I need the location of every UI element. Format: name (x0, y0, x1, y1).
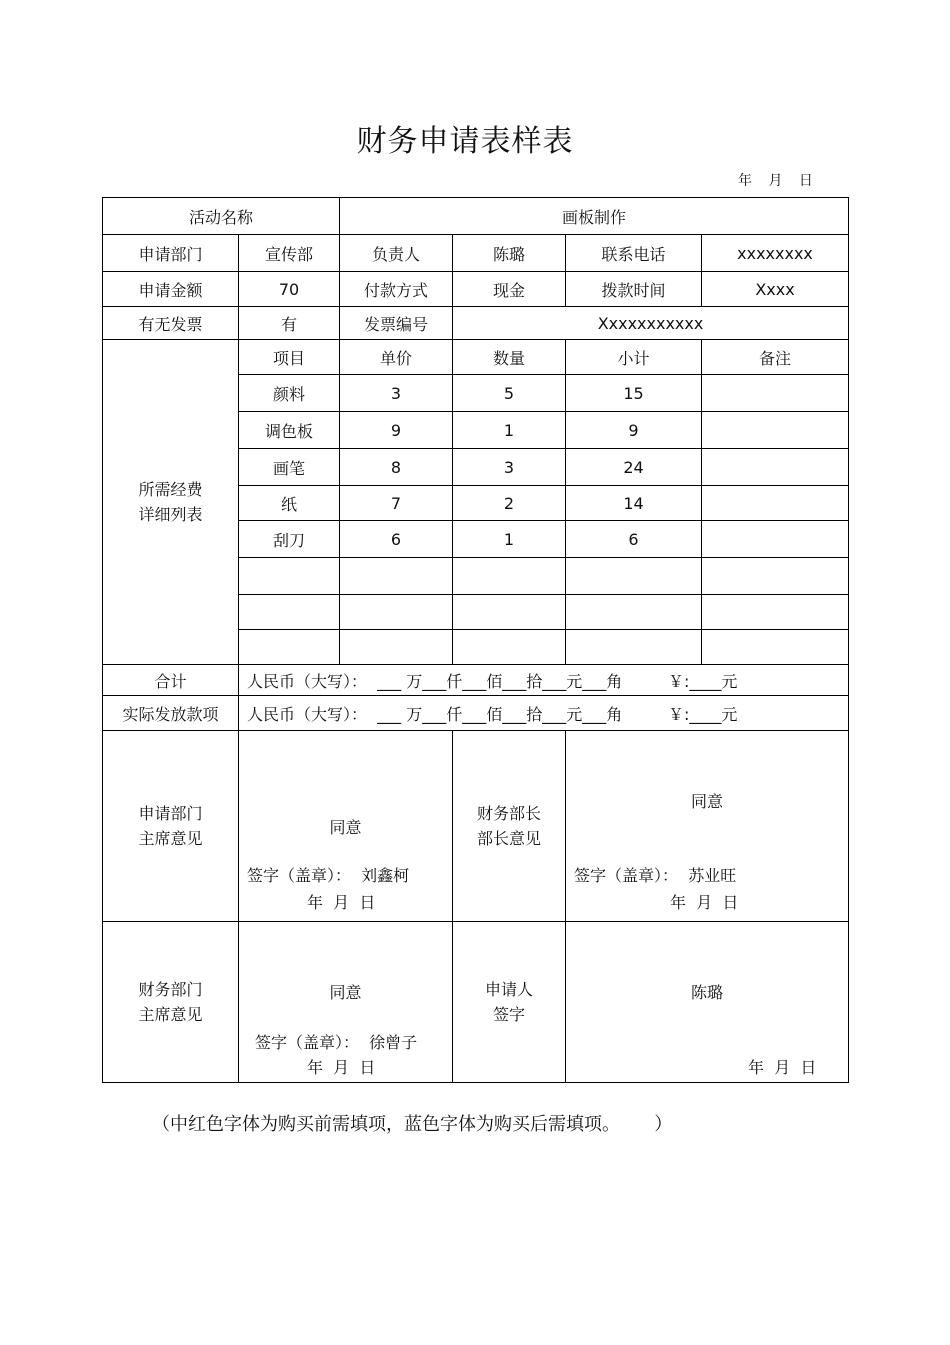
invoice-no-label: 发票编号 (340, 307, 453, 340)
item-remark (702, 630, 849, 665)
pay-time-value: Xxxx (702, 272, 849, 307)
details-header-row (103, 340, 849, 375)
dept-chair-opinion: 同意 (329, 818, 362, 837)
phone-value: xxxxxxxx (702, 235, 849, 272)
item-price (340, 558, 453, 595)
header-date: 年 月 日 (738, 173, 819, 189)
applicant-label (453, 922, 566, 1083)
owner-value: 陈璐 (453, 235, 566, 272)
finance-minister-date: 年 月 日 (670, 893, 739, 912)
finance-minister-opinion-cell (566, 731, 849, 922)
dept-label: 申请部门 (103, 235, 239, 272)
finance-chair-label (103, 922, 239, 1083)
item-qty: 3 (453, 449, 566, 486)
dept-value: 宣传部 (239, 235, 340, 272)
phone-label: 联系电话 (566, 235, 702, 272)
applicant-signature-cell (566, 922, 849, 1083)
item-subtotal (566, 630, 702, 665)
applicant-date: 年 月 日 (748, 1058, 817, 1077)
header-remarks: 备注 (702, 340, 849, 375)
finance-minister-label-line1: 财务部长 (477, 804, 542, 823)
pay-time-label: 拨款时间 (566, 272, 702, 307)
item-name (239, 630, 340, 665)
total-row (103, 665, 849, 696)
item-qty (453, 595, 566, 630)
dept-chair-label-line1: 申请部门 (138, 804, 203, 823)
finance-minister-label-line2: 部长意见 (477, 829, 542, 848)
total-label: 合计 (103, 665, 239, 696)
item-subtotal: 6 (566, 521, 702, 558)
item-name: 纸 (239, 486, 340, 521)
details-label-line2: 详细列表 (138, 505, 203, 524)
item-subtotal: 14 (566, 486, 702, 521)
details-section-label (103, 340, 239, 665)
header-unit-price: 单价 (340, 340, 453, 375)
item-subtotal (566, 558, 702, 595)
item-remark (702, 558, 849, 595)
item-price: 8 (340, 449, 453, 486)
header-quantity: 数量 (453, 340, 566, 375)
item-qty (453, 558, 566, 595)
item-name (239, 595, 340, 630)
item-name: 颜料 (239, 375, 340, 412)
invoice-row (103, 307, 849, 340)
dept-row (103, 235, 849, 272)
actual-row (103, 696, 849, 731)
owner-label: 负责人 (340, 235, 453, 272)
finance-chair-label-line1: 财务部门 (138, 980, 203, 999)
item-remark (702, 595, 849, 630)
form-title: 财务申请表样表 (356, 124, 574, 159)
item-name: 调色板 (239, 412, 340, 449)
header-subtotal: 小计 (566, 340, 702, 375)
amount-value: 70 (239, 272, 340, 307)
finance-minister-label (453, 731, 566, 922)
invoice-no-value: Xxxxxxxxxxx (453, 307, 849, 340)
dept-chair-date: 年 月 日 (307, 893, 376, 912)
item-price: 6 (340, 521, 453, 558)
item-remark (702, 375, 849, 412)
item-remark (702, 449, 849, 486)
finance-application-table (102, 197, 849, 1083)
dept-chair-signature: 签字（盖章）： 刘鑫柯 (247, 866, 410, 885)
finance-chair-label-line2: 主席意见 (138, 1005, 203, 1024)
item-subtotal: 9 (566, 412, 702, 449)
item-qty: 2 (453, 486, 566, 521)
finance-minister-signature: 签字（盖章）： 苏业旺 (574, 866, 737, 885)
dept-chair-label-line2: 主席意见 (138, 829, 203, 848)
item-name: 刮刀 (239, 521, 340, 558)
item-remark (702, 521, 849, 558)
applicant-name: 陈璐 (691, 983, 724, 1002)
dept-chair-label (103, 731, 239, 922)
item-qty: 5 (453, 375, 566, 412)
actual-label: 实际发放款项 (103, 696, 239, 731)
item-subtotal: 15 (566, 375, 702, 412)
activity-row (103, 198, 849, 235)
pay-method-label: 付款方式 (340, 272, 453, 307)
footnote: （中红色字体为购买前需填项，蓝色字体为购买后需填项。 ） (152, 1114, 673, 1135)
item-qty: 1 (453, 521, 566, 558)
dept-chair-opinion-cell (239, 731, 453, 922)
pay-method-value: 现金 (453, 272, 566, 307)
approval-row-2 (103, 922, 849, 1083)
finance-minister-opinion: 同意 (691, 792, 724, 811)
finance-chair-opinion-cell (239, 922, 453, 1083)
amount-row (103, 272, 849, 307)
activity-value: 画板制作 (340, 198, 849, 235)
header-item: 项目 (239, 340, 340, 375)
item-price: 7 (340, 486, 453, 521)
invoice-label: 有无发票 (103, 307, 239, 340)
activity-label: 活动名称 (103, 198, 340, 235)
item-remark (702, 486, 849, 521)
actual-amount-text: 人民币（大写）： ___ 万___仟___佰___拾___元___角 ￥:____元 (239, 696, 849, 731)
item-price: 3 (340, 375, 453, 412)
total-amount-text: 人民币（大写）： ___ 万___仟___佰___拾___元___角 ￥:____元 (239, 665, 849, 696)
applicant-label-line2: 签字 (493, 1005, 526, 1024)
item-subtotal: 24 (566, 449, 702, 486)
item-subtotal (566, 595, 702, 630)
invoice-value: 有 (239, 307, 340, 340)
details-label-line1: 所需经费 (138, 480, 203, 499)
amount-label: 申请金额 (103, 272, 239, 307)
item-qty: 1 (453, 412, 566, 449)
finance-chair-date: 年 月 日 (307, 1058, 376, 1077)
finance-chair-signature: 签字（盖章）： 徐曾子 (255, 1033, 418, 1052)
item-price: 9 (340, 412, 453, 449)
applicant-label-line1: 申请人 (485, 980, 534, 999)
item-name (239, 558, 340, 595)
finance-chair-opinion: 同意 (329, 983, 362, 1002)
item-price (340, 630, 453, 665)
approval-row-1 (103, 731, 849, 922)
item-price (340, 595, 453, 630)
item-remark (702, 412, 849, 449)
item-qty (453, 630, 566, 665)
item-name: 画笔 (239, 449, 340, 486)
